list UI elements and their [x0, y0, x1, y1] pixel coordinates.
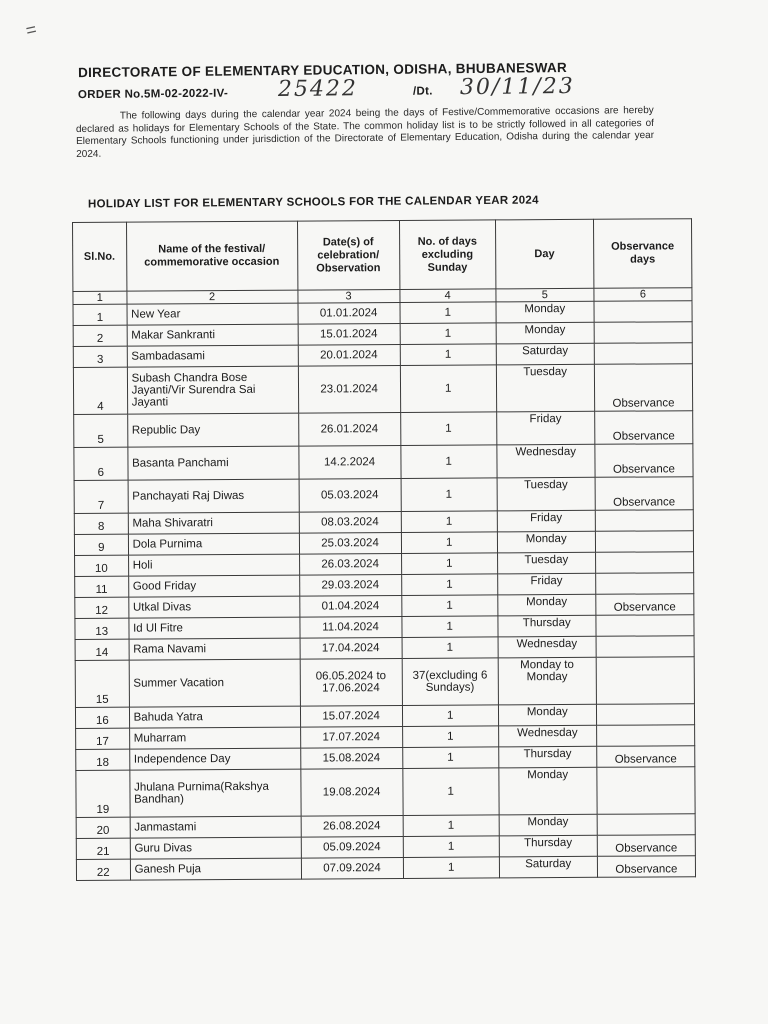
cell-date: 19.08.2024 — [300, 768, 402, 816]
table-row — [74, 411, 693, 448]
cell-observance: Observance — [595, 444, 693, 478]
cell-slno: 20 — [76, 817, 130, 838]
cell-slno: 12 — [75, 597, 129, 618]
cell-name: Rama Navami — [129, 638, 300, 660]
cell-days: 1 — [403, 857, 499, 879]
cell-observance — [596, 636, 694, 658]
cell-day: Saturday — [496, 343, 594, 365]
table-row — [76, 856, 695, 881]
cell-days: 1 — [402, 705, 498, 727]
cell-observance: Observance — [596, 594, 694, 616]
table-row — [73, 364, 692, 415]
cell-slno: 6 — [74, 447, 128, 480]
cell-slno: 18 — [76, 749, 130, 770]
cell-date: 26.03.2024 — [299, 553, 401, 575]
cell-days: 37(excluding 6 Sundays) — [402, 658, 498, 706]
intro-paragraph: The following days during the calendar year 2024 being the days of Festive/Commemorative occasions are hereby declared as holidays for Elementary Schools of the State. The common holiday list is to be strictly followed in all categories of Elementary Schools functioning under jurisdiction of the Directorate of Elementary Education, Odisha during the calendar year 2024. — [75, 104, 655, 160]
cell-name: Dola Purnima — [128, 533, 299, 555]
cell-slno: 22 — [76, 859, 130, 880]
cell-name: Bahuda Yatra — [129, 706, 300, 728]
cell-days: 1 — [401, 595, 497, 617]
cell-day: Tuesday — [496, 364, 594, 412]
office-heading: DIRECTORATE OF ELEMENTARY EDUCATION, ODISHA, BHUBANESWAR — [77, 60, 568, 81]
cell-name: New Year — [127, 303, 298, 325]
cell-days: 1 — [403, 815, 499, 837]
cell-name: Republic Day — [127, 413, 298, 447]
cell-days: 1 — [401, 574, 497, 596]
cell-day: Monday — [498, 594, 596, 616]
cell-name: Subash Chandra Bose Jayanti/Vir Surendra Sai Jayanti — [127, 366, 298, 414]
cell-days: 1 — [401, 445, 497, 479]
cell-observance — [595, 531, 693, 553]
order-prefix: ORDER No.5M-02-2022-IV- — [77, 87, 229, 102]
cell-slno: 11 — [75, 576, 129, 597]
cell-slno: 17 — [76, 728, 130, 749]
cell-name: Jhulana Purnima(Rakshya Bandhan) — [129, 769, 300, 817]
cell-day: Monday — [497, 531, 595, 553]
cell-observance — [596, 704, 694, 726]
cell-days: 1 — [400, 323, 496, 345]
cell-observance — [595, 552, 693, 574]
cell-date: 25.03.2024 — [299, 532, 401, 554]
order-line — [77, 73, 678, 103]
column-number: 1 — [73, 291, 127, 304]
cell-date: 23.01.2024 — [298, 365, 400, 413]
cell-day: Monday to Monday — [498, 657, 596, 705]
cell-name: Janmastami — [130, 816, 301, 838]
cell-day: Wednesday — [498, 725, 596, 747]
cell-date: 14.2.2024 — [298, 445, 400, 479]
cell-day: Friday — [496, 411, 594, 445]
cell-name: Good Friday — [128, 575, 299, 597]
col-header-day: Day — [495, 219, 594, 289]
cell-observance — [596, 615, 694, 637]
cell-day: Monday — [499, 767, 597, 815]
cell-day: Tuesday — [497, 477, 595, 511]
cell-day: Friday — [497, 573, 595, 595]
table-row — [74, 444, 693, 481]
cell-day: Wednesday — [497, 444, 595, 478]
col-header-date: Date(s) of celebration/ Observation — [297, 221, 400, 291]
cell-slno: 7 — [74, 480, 128, 513]
cell-date: 15.08.2024 — [300, 747, 402, 769]
cell-slno: 1 — [73, 304, 127, 325]
cell-name: Independence Day — [129, 748, 300, 770]
cell-day: Thursday — [498, 615, 596, 637]
cell-observance: Observance — [597, 746, 695, 768]
cell-day: Monday — [498, 704, 596, 726]
column-number: 4 — [400, 289, 496, 303]
cell-slno: 10 — [75, 555, 129, 576]
cell-date: 08.03.2024 — [299, 511, 401, 533]
cell-days: 1 — [400, 302, 496, 324]
cell-days: 1 — [402, 726, 498, 748]
cell-date: 05.09.2024 — [301, 836, 403, 858]
cell-date: 01.04.2024 — [299, 595, 401, 617]
cell-days: 1 — [402, 747, 498, 769]
cell-slno: 8 — [74, 513, 128, 534]
cell-name: Ganesh Puja — [130, 858, 301, 880]
column-number: 3 — [297, 290, 399, 304]
cell-name: Guru Divas — [130, 837, 301, 859]
column-number: 2 — [127, 290, 298, 304]
holiday-table — [72, 218, 696, 881]
cell-slno: 3 — [73, 346, 127, 367]
cell-observance — [595, 510, 693, 532]
cell-name: Panchayati Raj Diwas — [128, 479, 299, 513]
cell-date: 06.05.2024 to 17.06.2024 — [300, 658, 402, 706]
cell-days: 1 — [401, 532, 497, 554]
table-row — [75, 657, 694, 708]
cell-date: 01.01.2024 — [298, 303, 400, 325]
cell-days: 1 — [400, 365, 496, 413]
cell-date: 15.07.2024 — [300, 705, 402, 727]
cell-name: Utkal Divas — [128, 596, 299, 618]
cell-date: 26.01.2024 — [298, 412, 400, 446]
cell-name: Sambadasami — [127, 345, 298, 367]
cell-day: Thursday — [499, 835, 597, 857]
cell-date: 07.09.2024 — [301, 857, 403, 879]
col-header-days: No. of days excluding Sunday — [399, 220, 495, 290]
cell-day: Monday — [499, 814, 597, 836]
cell-name: Makar Sankranti — [127, 324, 298, 346]
cell-date: 11.04.2024 — [299, 616, 401, 638]
order-number-handwritten: 25422 — [277, 76, 359, 103]
cell-days: 1 — [402, 616, 498, 638]
cell-observance — [594, 322, 692, 344]
cell-day: Monday — [496, 301, 594, 323]
cell-name: Muharram — [129, 727, 300, 749]
table-header-row — [73, 219, 692, 292]
cell-days: 1 — [400, 412, 496, 446]
cell-slno: 2 — [73, 325, 127, 346]
cell-slno: 15 — [75, 660, 129, 707]
corner-mark: = — [23, 19, 37, 41]
cell-slno: 16 — [75, 707, 129, 728]
cell-slno: 21 — [76, 838, 130, 859]
col-header-slno: Sl.No. — [73, 222, 127, 291]
cell-days: 1 — [401, 478, 497, 512]
cell-day: Friday — [497, 510, 595, 532]
cell-slno: 4 — [73, 367, 127, 414]
cell-days: 1 — [403, 836, 499, 858]
cell-day: Wednesday — [498, 636, 596, 658]
table-row — [76, 767, 695, 818]
cell-observance — [597, 814, 695, 836]
cell-day: Tuesday — [497, 552, 595, 574]
cell-observance — [596, 725, 694, 747]
cell-name: Maha Shivaratri — [128, 512, 299, 534]
cell-days: 1 — [402, 637, 498, 659]
cell-observance: Observance — [597, 856, 695, 878]
cell-days: 1 — [401, 511, 497, 533]
cell-day: Saturday — [499, 856, 597, 878]
cell-observance: Observance — [595, 477, 693, 511]
cell-day: Monday — [496, 322, 594, 344]
cell-days: 1 — [403, 768, 499, 816]
cell-name: Holi — [128, 554, 299, 576]
table-row — [74, 477, 693, 514]
cell-date: 05.03.2024 — [299, 478, 401, 512]
cell-date: 26.08.2024 — [301, 815, 403, 837]
cell-observance: Observance — [595, 411, 693, 445]
cell-slno: 19 — [76, 770, 130, 817]
cell-slno: 5 — [74, 414, 128, 447]
cell-name: Summer Vacation — [129, 659, 300, 707]
cell-slno: 14 — [75, 639, 129, 660]
cell-date: 20.01.2024 — [298, 344, 400, 366]
cell-observance — [594, 301, 692, 323]
cell-day: Thursday — [498, 746, 596, 768]
cell-days: 1 — [401, 553, 497, 575]
date-handwritten: 30/11/23 — [459, 73, 575, 101]
cell-date: 17.04.2024 — [300, 637, 402, 659]
cell-date: 15.01.2024 — [298, 323, 400, 345]
column-number: 5 — [496, 288, 594, 302]
cell-name: Id Ul Fitre — [129, 617, 300, 639]
cell-slno: 13 — [75, 618, 129, 639]
cell-observance — [597, 767, 695, 815]
cell-observance: Observance — [594, 364, 692, 412]
holiday-list-title: HOLIDAY LIST FOR ELEMENTARY SCHOOLS FOR THE CALENDAR YEAR 2024 — [87, 194, 539, 211]
cell-observance: Observance — [597, 835, 695, 857]
cell-name: Basanta Panchami — [127, 446, 298, 480]
column-number: 6 — [594, 288, 692, 302]
cell-observance — [596, 657, 694, 705]
cell-date: 29.03.2024 — [299, 574, 401, 596]
cell-observance — [594, 343, 692, 365]
cell-observance — [595, 573, 693, 595]
date-label: /Dt. — [412, 85, 433, 98]
cell-date: 17.07.2024 — [300, 726, 402, 748]
col-header-observance: Observance days — [593, 219, 692, 289]
cell-days: 1 — [400, 344, 496, 366]
col-header-name: Name of the festival/ commemorative occasion — [126, 221, 297, 291]
cell-slno: 9 — [74, 534, 128, 555]
